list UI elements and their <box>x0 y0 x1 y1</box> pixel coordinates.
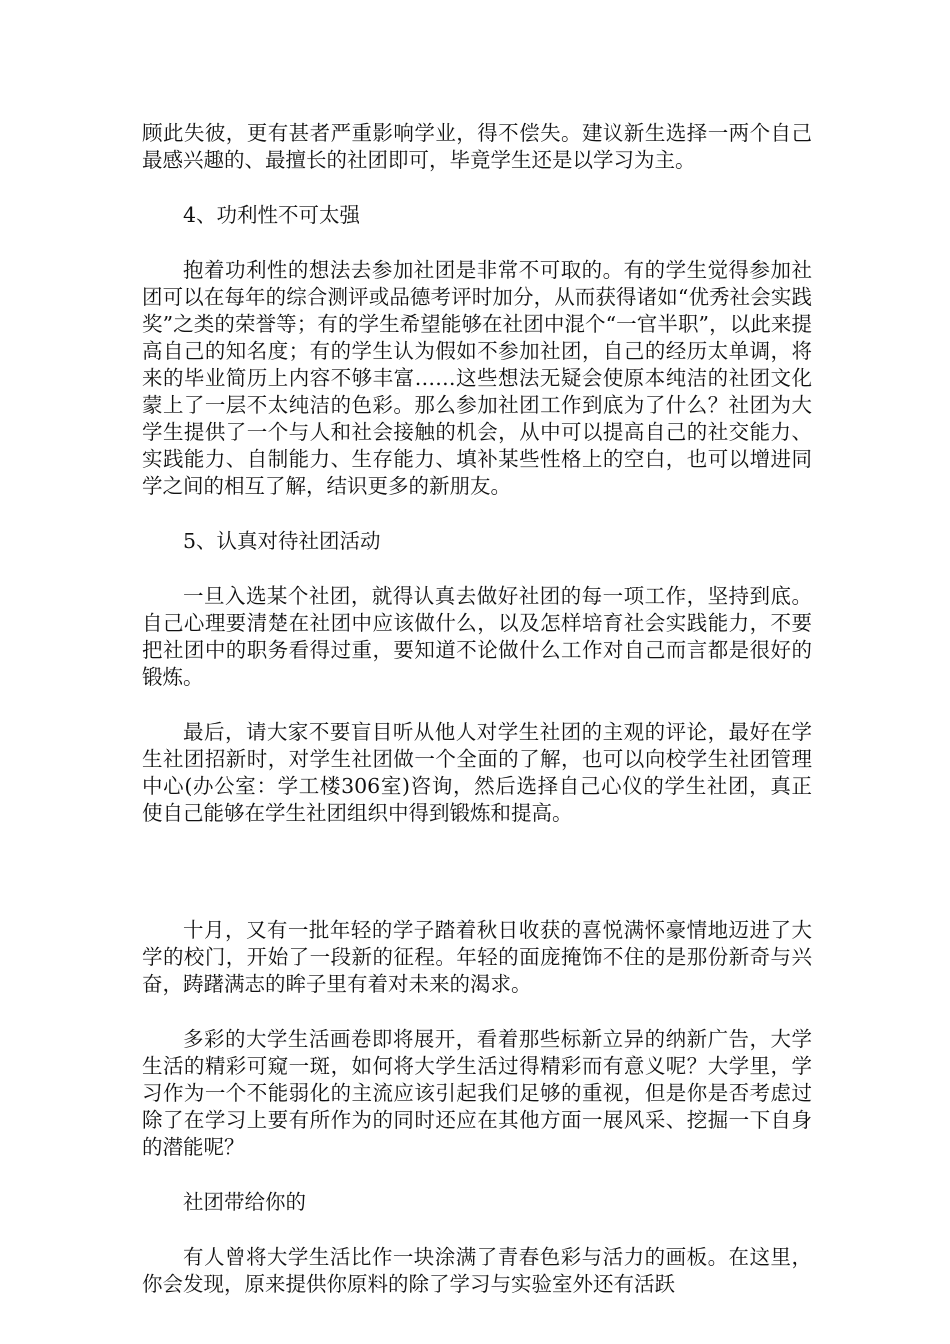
section-heading-4: 4、功利性不可太强 <box>183 203 361 227</box>
paragraph-utilitarian: 抱着功利性的想法去参加社团是非常不可取的。有的学生觉得参加社团可以在每年的综合测评或品德考评时加分，从而获得诸如“优秀社会实践奖”之类的荣誉等；有的学生希望能够在社团中混个“一官半职”，以此来提高自己的知名度；有的学生认为假如不参加社团，自己的经历太单调，将来的毕业简历上内容不够丰富……这些想法无疑会使原本纯洁的社团文化蒙上了一层不太纯洁的色彩。那么参加社团工作到底为了什么？社团为大学生提供了一个与人和社会接触的机会，从中可以提高自己的社交能力、实践能力、自制能力、生存能力、填补某些性格上的空白，也可以增进同学之间的相互了解，结识更多的新朋友。 <box>142 258 812 498</box>
document-page <box>142 120 812 1298</box>
paragraph-canvas: 有人曾将大学生活比作一块涂满了青春色彩与活力的画板。在这里，你会发现，原来提供你原料的除了学习与实验室外还有活跃 <box>142 1245 812 1296</box>
paragraph-colorful: 多彩的大学生活画卷即将展开，看着那些标新立异的纳新广告，大学生活的精彩可窥一斑，如何将大学生活过得精彩而有意义呢？大学里，学习作为一个不能弱化的主流应该引起我们足够的重视，但是你是否考虑过除了在学习上要有所作为的同时还应在其他方面一展风采、挖掘一下自身的潜能呢？ <box>142 1027 812 1159</box>
paragraph-serious: 一旦入选某个社团，就得认真去做好社团的每一项工作，坚持到底。自己心理要清楚在社团中应该做什么，以及怎样培育社会实践能力，不要把社团中的职务看得过重，要知道不论做什么工作对自己而言都是很好的锻炼。 <box>142 584 812 689</box>
section-heading-5: 5、认真对待社团活动 <box>183 529 381 553</box>
paragraph-continuation: 顾此失彼，更有甚者严重影响学业，得不偿失。建议新生选择一两个自己最感兴趣的、最擅长的社团即可，毕竟学生还是以学习为主。 <box>142 121 812 172</box>
paragraph-october: 十月，又有一批年轻的学子踏着秋日收获的喜悦满怀豪情地迈进了大学的校门，开始了一段新的征程。年轻的面庞掩饰不住的是那份新奇与兴奋，踌躇满志的眸子里有着对未来的渴求。 <box>142 918 812 996</box>
section-heading-club: 社团带给你的 <box>183 1190 306 1214</box>
paragraph-finally: 最后，请大家不要盲目听从他人对学生社团的主观的评论，最好在学生社团招新时，对学生社团做一个全面的了解，也可以向校学生社团管理中心(办公室：学工楼306室)咨询，然后选择自己心仪的学生社团，真正使自己能够在学生社团组织中得到锻炼和提高。 <box>142 720 812 825</box>
